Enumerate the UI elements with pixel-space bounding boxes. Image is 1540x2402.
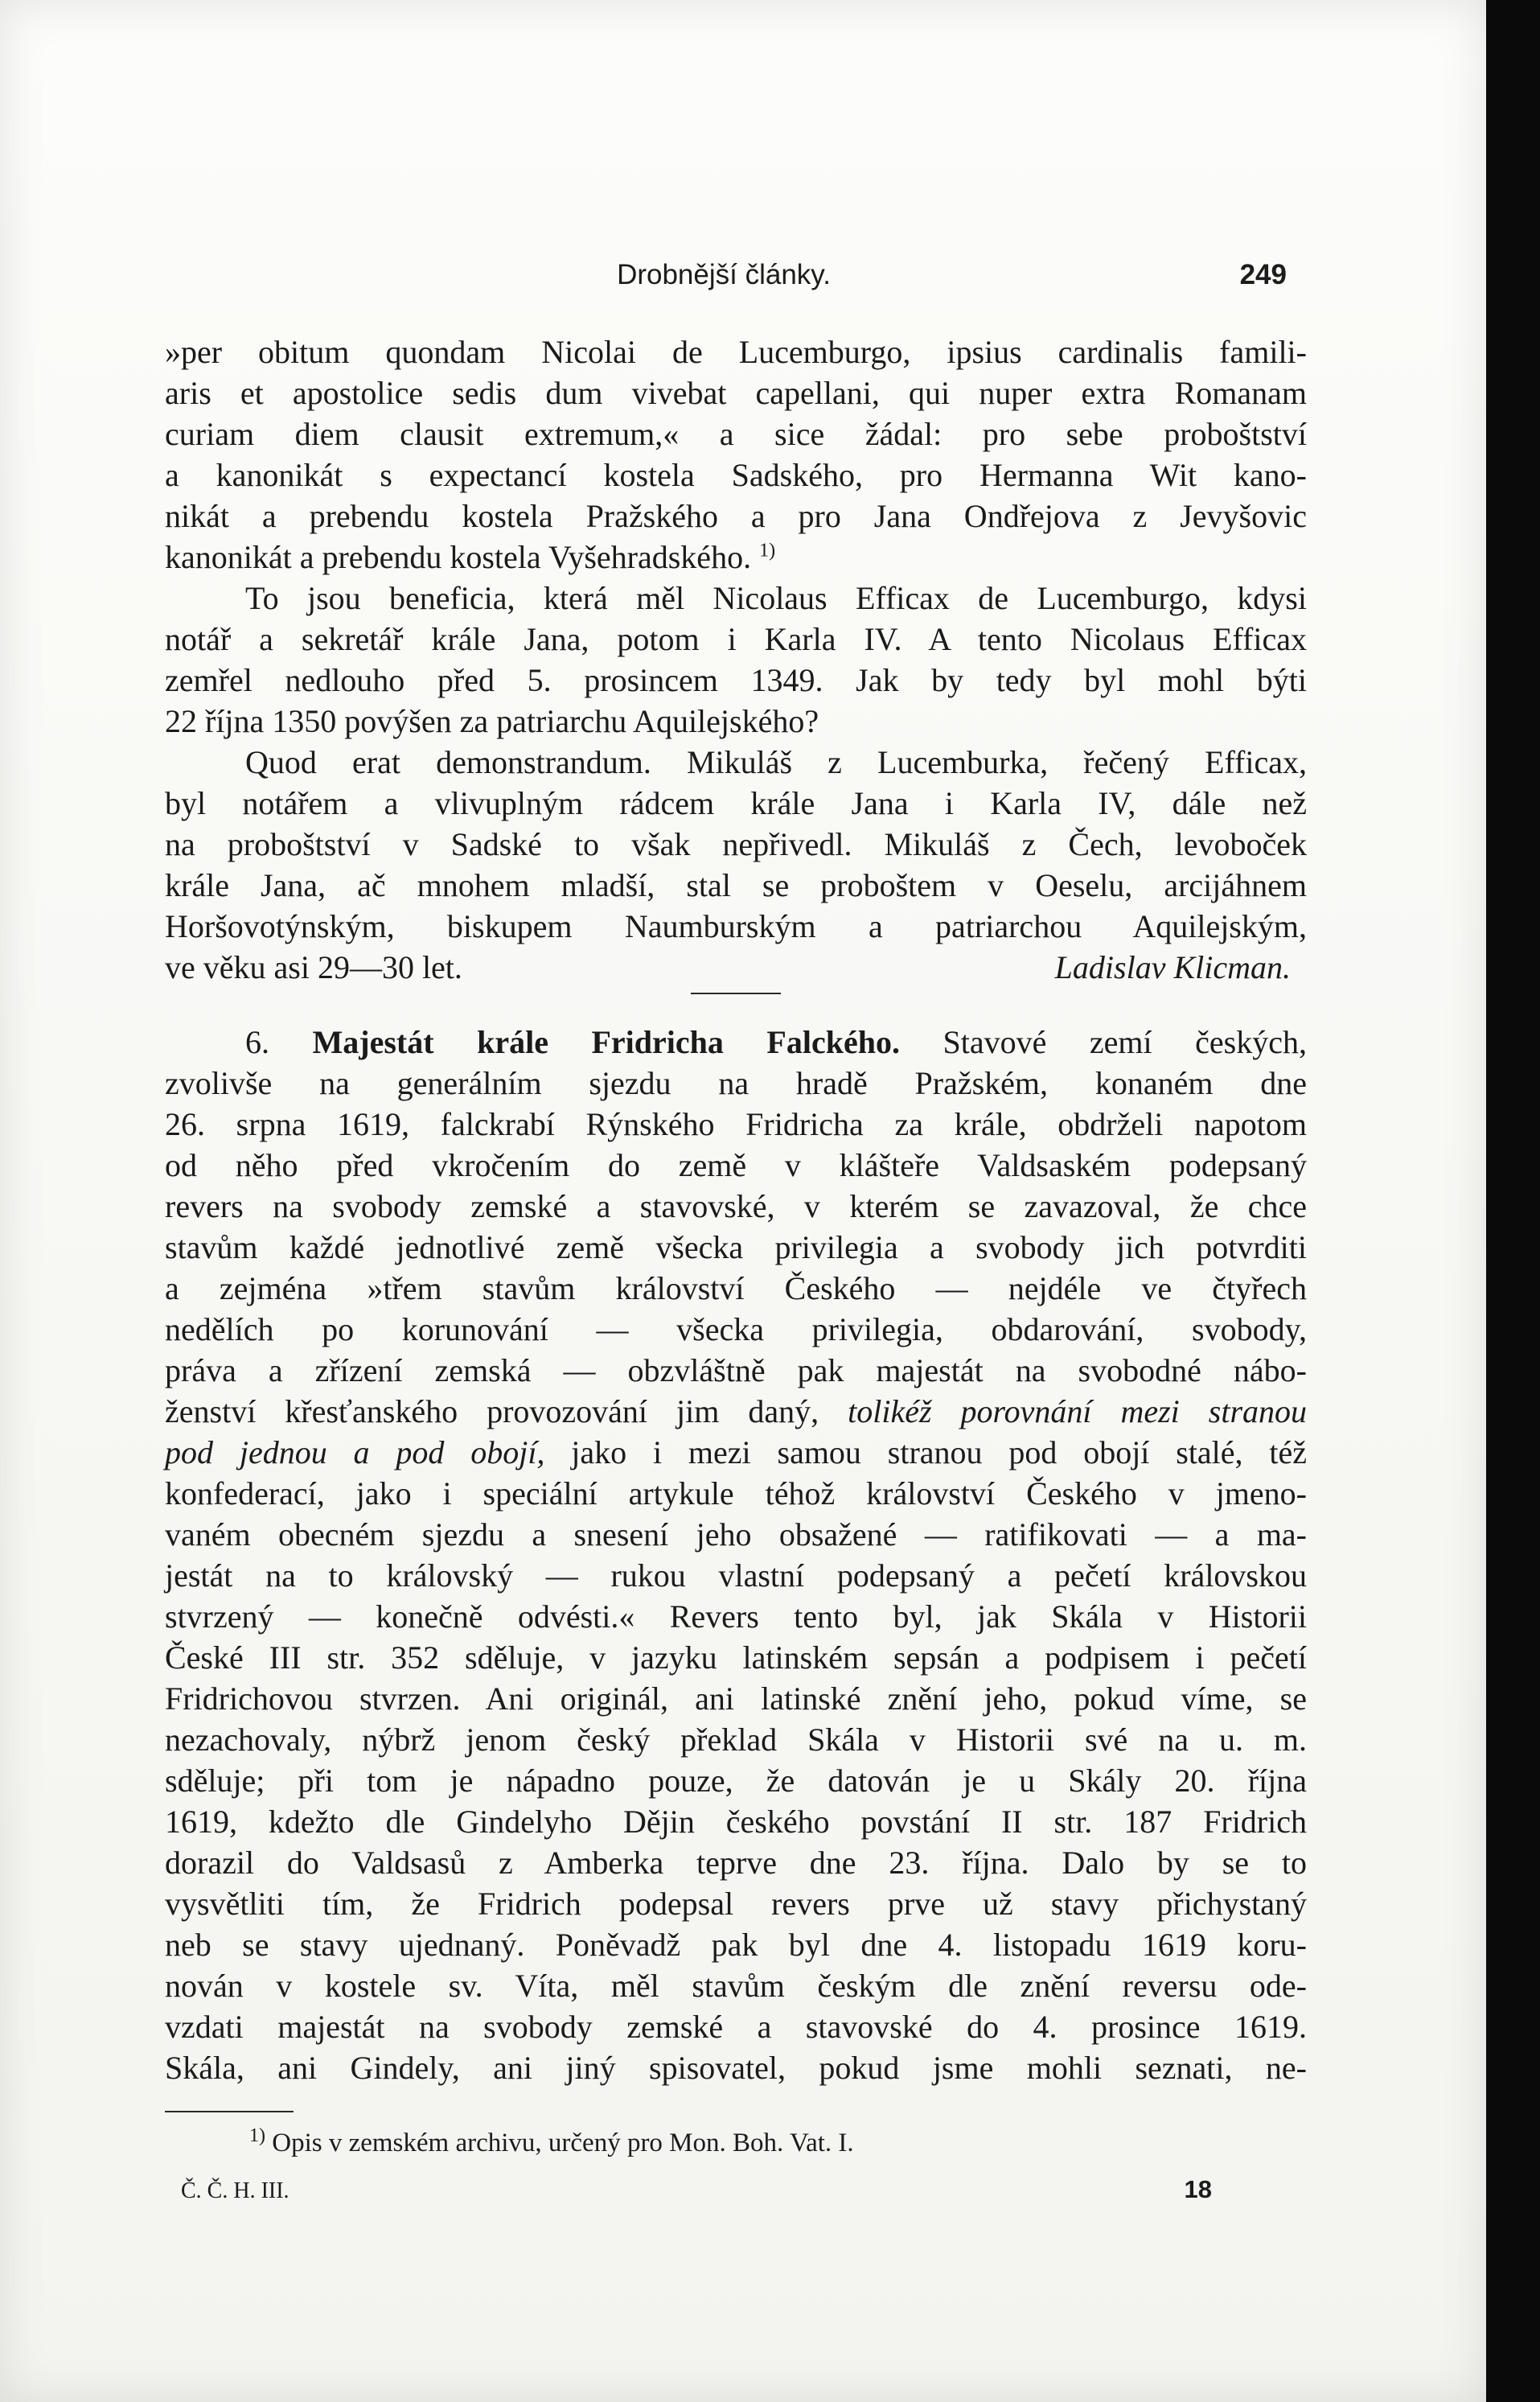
text-line: na proboštství v Sadské to však nepřivedl. Mikuláš z Čech, levoboček [165,826,1307,862]
text-line: nedělích po korunování — všecka privilegia, obdarování, svobody, [165,1311,1307,1347]
section-title: Majestát krále Fridricha Falckého. [312,1024,900,1060]
text-line: Fridrichovou stvrzen. Ani originál, ani latinské znění jeho, pokud víme, se [165,1680,1307,1717]
signature-line [165,947,1307,988]
text-line: nován v kostele sv. Víta, měl stavům českým dle znění reversu ode- [165,1968,1307,2004]
text-line: nezachovaly, nýbrž jenom český překlad Skála v Historii své na u. m. [165,1721,1307,1758]
text-line: 22 října 1350 povýšen za patriarchu Aquilejského? [165,703,819,739]
page-footer [165,2164,1307,2204]
footnote-divider [165,2111,294,2112]
text-fragment: ve věku asi 29—30 let. [165,949,462,985]
text-line: České III str. 352 sděluje, v jazyku latinském sepsán a podpisem i pečetí [165,1639,1307,1676]
text-line: nikát a prebendu kostela Pražského a pro Jana Ondřejova z Jevyšovic [165,498,1307,534]
text-line: aris et apostolice sedis dum vivebat capellani, qui nuper extra Romanam [165,375,1307,411]
article-text [165,331,1307,2204]
text-line [165,537,1307,578]
text-fragment: ženství křesťanského provozování jim daný, [165,1393,819,1429]
text-line [165,1432,1307,1473]
text-line: 26. srpna 1619, falckrabí Rýnského Fridricha za krále, obdrželi napotom [165,1106,1307,1142]
text-line: vaném obecném sjezdu a snesení jeho obsažené — ratifikovati — a ma- [165,1516,1307,1553]
text-line: a zejména »třem stavům království Českého — nejdéle ve čtyřech [165,1270,1307,1306]
text-line: notář a sekretář krále Jana, potom i Karla IV. A tento Nicolaus Efficax [165,621,1307,657]
text-line: »per obitum quondam Nicolai de Lucemburgo, ipsius cardinalis famili- [165,334,1307,370]
text-line: vzdati majestát na svobody zemské a stavovské do 4. prosince 1619. [165,2009,1307,2045]
text-line: dorazil do Valdsasů z Amberka teprve dne 23. října. Dalo by se to [165,1845,1307,1881]
text-line: práva a zřízení zemská — obzvláštně pak majestát na svobodné nábo- [165,1352,1307,1388]
text-line [165,1391,1307,1432]
footnote-text: Opis v zemském archivu, určený pro Mon. Boh. Vat. I. [272,2128,854,2157]
section-heading-line [165,1022,1307,1063]
text-line: Horšovotýnským, biskupem Naumburským a patriarchou Aquilejským, [165,908,1307,944]
running-title: Drobnější články. [617,259,831,290]
text-line: Skála, ani Gindely, ani jiný spisovatel, pokud jsme mohli seznati, ne- [165,2050,1307,2086]
text-line: krále Jana, ač mnohem mladší, stal se proboštem v Oeselu, arcijáhnem [165,867,1307,903]
paragraph-1 [165,331,1307,578]
text-line: zemřel nedlouho před 5. prosincem 1349. Jak by tedy byl mohl býti [165,662,1307,698]
text-line: od něho před vkročením do země v klášteře Valdsaském podepsaný [165,1147,1307,1183]
spacer [165,994,1307,1022]
text-line: curiam diem clausit extremum,« a sice žádal: pro sebe proboštství [165,416,1307,452]
text-line: 1619, kdežto dle Gindelyho Dějin českého povstání II str. 187 Fridrich [165,1804,1307,1840]
text-line: sděluje; při tom je nápadno pouze, že datován je u Skály 20. října [165,1762,1307,1799]
text-line: stvrzený — konečně odvésti.« Revers tento byl, jak Skála v Historii [165,1598,1307,1635]
text-fragment: kanonikát a prebendu kostela Vyšehradského. [165,539,752,575]
footnote [165,2125,1307,2161]
footnote-reference: 1) [759,540,776,561]
italic-quote: pod jednou a pod obojí, [165,1434,545,1470]
text-fragment: Stavové zemí českých, [942,1024,1307,1060]
page-header [161,259,1287,299]
author-signature: Ladislav Klicman. [1054,949,1291,985]
italic-quote: tolikéž porovnání mezi stranou [848,1393,1308,1429]
text-line: byl notářem a vlivuplným rádcem krále Jana i Karla IV, dále než [165,785,1307,821]
section-number: 6. [245,1024,269,1060]
paragraph-3 [165,742,1307,994]
text-line: revers na svobody zemské a stavovské, v kterém se zavazoval, že chce [165,1188,1307,1224]
text-line: a kanonikát s expectancí kostela Sadského, pro Hermanna Wit kano- [165,457,1307,493]
page-number: 249 [1239,259,1287,290]
section-6 [165,1022,1307,2088]
text-line: konfederací, jako i speciální artykule téhož království Českého v jmeno- [165,1475,1307,1512]
text-line: To jsou beneficia, která měl Nicolaus Efficax de Lucemburgo, kdysi [245,580,1307,616]
printer-signature-mark: Č. Č. H. III. [181,2178,290,2203]
text-fragment: jako i mezi samou stranou pod obojí stalé, též [571,1434,1308,1470]
text-line: vysvětliti tím, že Fridrich podepsal revers prve už stavy přichystaný [165,1886,1307,1922]
text-line: jestát na to královský — rukou vlastní podepsaný a pečetí královskou [165,1557,1307,1594]
text-line: zvolivše na generálním sjezdu na hradě Pražském, konaném dne [165,1065,1307,1101]
sheet-number: 18 [1184,2175,1212,2203]
text-line: neb se stavy ujednaný. Poněvadž pak byl dne 4. listopadu 1619 koru- [165,1927,1307,1963]
footnote-mark: 1) [249,2125,265,2146]
paragraph-2 [165,578,1307,742]
text-line: Quod erat demonstrandum. Mikuláš z Lucemburka, řečený Efficax, [245,744,1307,780]
scan-dark-edge [1486,0,1540,2402]
text-line: stavům každé jednotlivé země všecka privilegia a svobody jich potvrditi [165,1229,1307,1265]
